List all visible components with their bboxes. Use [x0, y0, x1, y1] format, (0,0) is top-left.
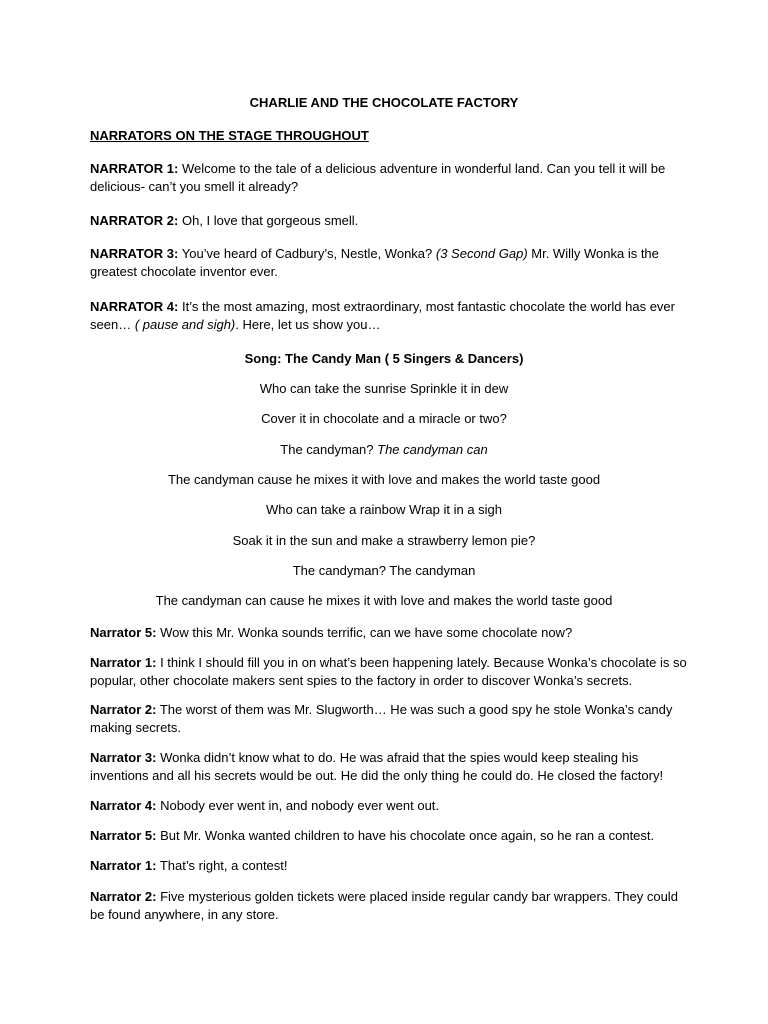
- narrator-line: [90, 797, 690, 815]
- narrator-line: [90, 749, 690, 785]
- narrator-line: [90, 212, 690, 230]
- lyric-line: Who can take the sunrise Sprinkle it in dew: [259, 381, 509, 396]
- speaker-label: Narrator 3:: [90, 750, 157, 765]
- lyric-line: The candyman cause he mixes it with love and makes the world taste good: [167, 472, 601, 487]
- speaker-label: Narrator 1:: [90, 858, 157, 873]
- lyric-line: [0, 442, 768, 458]
- stage-direction: (3 Second Gap): [435, 246, 528, 261]
- lyric-line: The candyman? The candyman: [292, 563, 476, 578]
- lyric-line: Soak it in the sun and make a strawberry lemon pie?: [232, 533, 536, 548]
- narrator-line: [90, 245, 690, 281]
- speaker-label: Narrator 2:: [90, 889, 157, 904]
- line-text: I think I should fill you in on what’s been happening lately. Because Wonka’s chocolate is so popular, other chocolate makers sent spies to the factory in order to discover Wonka’s secrets.: [90, 655, 687, 688]
- narrator-line: [90, 857, 690, 875]
- song-title: Song: The Candy Man ( 5 Singers & Dancers): [244, 351, 524, 366]
- line-text: The worst of them was Mr. Slugworth… He was such a good spy he stole Wonka’s candy making secrets.: [90, 702, 673, 735]
- line-text: Five mysterious golden tickets were placed inside regular candy bar wrappers. They could be found anywhere, in any store.: [90, 889, 678, 922]
- line-text: Wow this Mr. Wonka sounds terrific, can we have some chocolate now?: [156, 625, 573, 640]
- speaker-label: NARRATOR 4:: [90, 299, 179, 314]
- document-title: CHARLIE AND THE CHOCOLATE FACTORY: [249, 95, 519, 110]
- line-text: Wonka didn’t know what to do. He was afraid that the spies would keep stealing his inventions and all his secrets would be out. He did the only thing he could do. He closed the factory!: [90, 750, 664, 783]
- lyric-text: The candyman?: [280, 442, 378, 457]
- line-text: Oh, I love that gorgeous smell.: [178, 213, 359, 228]
- stage-direction: ( pause and sigh): [134, 317, 236, 332]
- speaker-label: Narrator 4:: [90, 798, 157, 813]
- narrator-line: [90, 654, 690, 690]
- lyric-line: Cover it in chocolate and a miracle or two?: [261, 411, 507, 426]
- narrator-line: [90, 298, 690, 334]
- speaker-label: Narrator 1:: [90, 655, 157, 670]
- stage-direction-heading: NARRATORS ON THE STAGE THROUGHOUT: [90, 128, 369, 143]
- line-text: Mr. Willy Wonka is the greatest chocolate inventor ever.: [90, 246, 659, 279]
- narrator-line: [90, 624, 690, 642]
- speaker-label: NARRATOR 3:: [90, 246, 179, 261]
- line-text: You’ve heard of Cadbury’s, Nestle, Wonka?: [178, 246, 436, 261]
- lyric-line: Who can take a rainbow Wrap it in a sigh: [265, 502, 503, 517]
- line-text: . Here, let us show you…: [235, 317, 381, 332]
- lyric-response: The candyman can: [377, 442, 488, 457]
- line-text: It’s the most amazing, most extraordinary, most fantastic chocolate the world has ever seen…: [90, 299, 675, 332]
- narrator-line: [90, 160, 690, 196]
- narrator-line: [90, 701, 690, 737]
- narrator-line: [90, 888, 690, 924]
- speaker-label: Narrator 5:: [90, 828, 157, 843]
- line-text: Welcome to the tale of a delicious adventure in wonderful land. Can you tell it will be delicious- can’t you smell it already?: [90, 161, 666, 194]
- speaker-label: NARRATOR 2:: [90, 213, 179, 228]
- line-text: That’s right, a contest!: [156, 858, 288, 873]
- speaker-label: Narrator 2:: [90, 702, 157, 717]
- narrator-line: [90, 827, 690, 845]
- speaker-label: NARRATOR 1:: [90, 161, 179, 176]
- speaker-label: Narrator 5:: [90, 625, 157, 640]
- line-text: But Mr. Wonka wanted children to have his chocolate once again, so he ran a contest.: [156, 828, 655, 843]
- lyric-line: The candyman can cause he mixes it with love and makes the world taste good: [155, 593, 613, 608]
- line-text: Nobody ever went in, and nobody ever went out.: [156, 798, 440, 813]
